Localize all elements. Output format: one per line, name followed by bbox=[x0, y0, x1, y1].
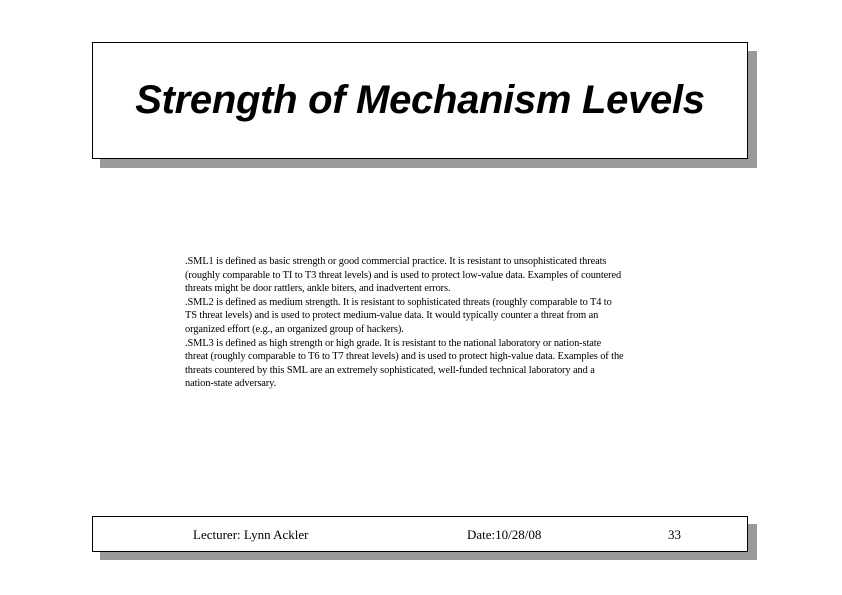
title-box bbox=[92, 42, 748, 159]
footer-date: Date:10/28/08 bbox=[467, 527, 542, 542]
body-paragraph-sml3: .SML3 is defined as high strength or high grade. It is resistant to the national laboratory or nation-state threat (roughly comparable to T6 to T7 threat levels) and is used to protect high-value data. Examples of the threats countered by this SML are an extremely sophisticated, well-funded technical laboratory and a nation-state adversary. bbox=[185, 337, 624, 390]
footer-lecturer: Lecturer: Lynn Ackler bbox=[193, 527, 309, 542]
body-text-block bbox=[185, 255, 625, 391]
footer-page-number: 33 bbox=[668, 527, 681, 542]
slide-title: Strength of Mechanism Levels bbox=[135, 78, 705, 122]
body-paragraph-sml1: .SML1 is defined as basic strength or good commercial practice. It is resistant to unsophisticated threats (roughly comparable to TI to T3 threat levels) and is used to protect low-value data. Examples of countered threats might be door rattlers, ankle biters, and inadvertent errors. bbox=[185, 256, 622, 295]
footer-box bbox=[92, 516, 748, 552]
body-paragraph-sml2: .SML2 is defined as medium strength. It is resistant to sophisticated threats (roughly comparable to T4 to TS threat levels) and is used to protect medium-value data. It would typically counter a threat from an organized effort (e.g., an organized group of hackers). bbox=[185, 296, 612, 335]
